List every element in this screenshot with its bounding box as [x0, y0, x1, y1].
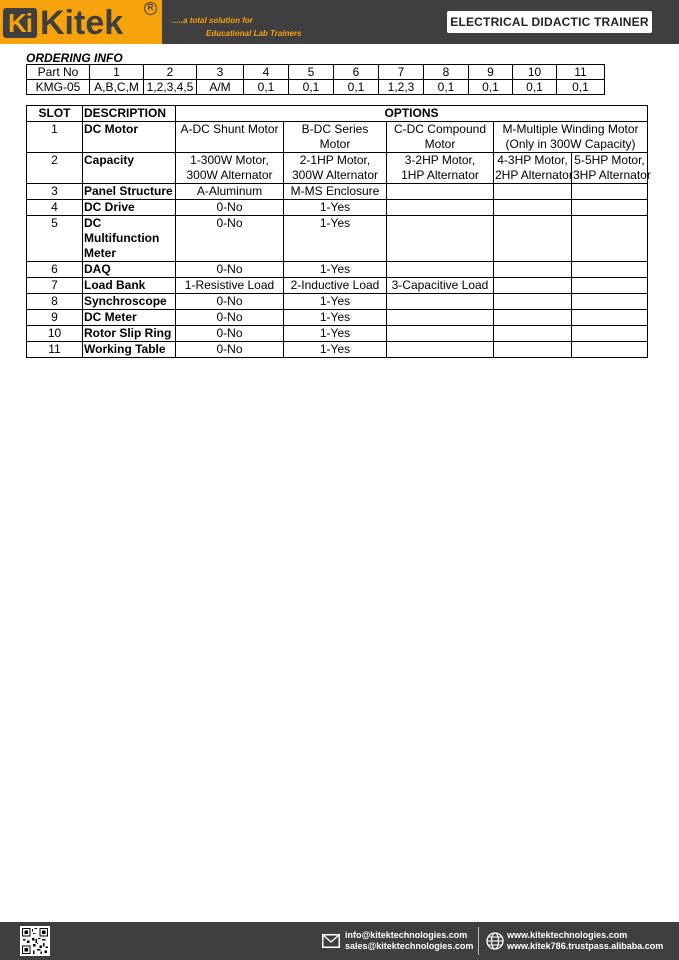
- slot-value: 0,1: [513, 80, 557, 95]
- option-cell: [494, 326, 572, 342]
- part-no-label: Part No: [27, 65, 90, 80]
- slot-cell: 6: [27, 262, 83, 278]
- option-cell: 3-Capacitive Load: [387, 278, 494, 294]
- registered-mark: R: [144, 2, 157, 15]
- option-line: 3-2HP Motor,: [404, 153, 476, 167]
- option-cell: [572, 200, 648, 216]
- slot-number: 2: [144, 65, 197, 80]
- option-cell: [572, 153, 651, 184]
- option-cell: [387, 200, 494, 216]
- slot-header: SLOT: [27, 106, 83, 122]
- option-cell: [494, 262, 572, 278]
- option-cell: 0-No: [176, 326, 284, 342]
- description-cell: Capacity: [83, 153, 176, 184]
- slot-cell: 10: [27, 326, 83, 342]
- option-cell: [387, 310, 494, 326]
- option-cell: 1-Yes: [284, 294, 387, 310]
- option-cell: B-DC Series Motor: [284, 122, 387, 153]
- table-row: [27, 310, 648, 326]
- option-line: 1-300W Motor,: [190, 153, 269, 167]
- option-line: 2-1HP Motor,: [299, 153, 371, 167]
- option-cell: [572, 326, 648, 342]
- table-row: [27, 200, 648, 216]
- slot-number: 6: [334, 65, 379, 80]
- option-cell: 2-Inductive Load: [284, 278, 387, 294]
- option-cell: [494, 342, 572, 358]
- option-cell: [494, 310, 572, 326]
- option-cell: [494, 153, 572, 184]
- description-line: DC Multifunction: [84, 216, 160, 245]
- envelope-icon: [322, 934, 340, 948]
- option-line: (Only in 300W Capacity): [505, 137, 636, 151]
- option-cell: [494, 200, 572, 216]
- option-cell: [572, 342, 648, 358]
- option-line: 5-5HP Motor,: [574, 153, 645, 167]
- slot-cell: 5: [27, 216, 83, 262]
- options-header-row: [27, 106, 648, 122]
- option-cell: 0-No: [176, 200, 284, 216]
- option-cell: [284, 153, 387, 184]
- option-cell: [494, 122, 648, 153]
- description-cell: [83, 216, 176, 262]
- option-cell: 1-Yes: [284, 310, 387, 326]
- table-row: [27, 278, 648, 294]
- description-line: Meter: [84, 246, 117, 260]
- model-code-row: [27, 80, 605, 95]
- option-cell: [494, 278, 572, 294]
- description-cell: Load Bank: [83, 278, 176, 294]
- slot-number: 11: [557, 65, 605, 80]
- slot-number: 1: [90, 65, 144, 80]
- alibaba-link[interactable]: www.kitek786.trustpass.alibaba.com: [507, 941, 664, 951]
- option-line: 3HP Alternator: [573, 168, 651, 182]
- model-number: KMG-05: [27, 80, 90, 95]
- option-cell: 1-Yes: [284, 262, 387, 278]
- option-cell: [572, 294, 648, 310]
- slot-value: A,B,C,M: [90, 80, 144, 95]
- part-number-row: [27, 65, 605, 80]
- slot-value: 1,2,3,4,5: [144, 80, 197, 95]
- option-line: 2HP Alternator: [495, 168, 573, 182]
- description-cell: Panel Structure: [83, 184, 176, 200]
- option-cell: 1-Yes: [284, 200, 387, 216]
- slot-value: A/M: [197, 80, 244, 95]
- table-row: [27, 342, 648, 358]
- option-cell: 0-No: [176, 216, 284, 262]
- options-header: OPTIONS: [176, 106, 648, 122]
- slot-value: 0,1: [334, 80, 379, 95]
- description-cell: Synchroscope: [83, 294, 176, 310]
- option-cell: 1-Yes: [284, 342, 387, 358]
- option-cell: 0-No: [176, 310, 284, 326]
- option-cell: 0-No: [176, 342, 284, 358]
- option-cell: [387, 326, 494, 342]
- table-row: [27, 184, 648, 200]
- option-cell: [572, 310, 648, 326]
- description-cell: DC Drive: [83, 200, 176, 216]
- logo[interactable]: [0, 0, 162, 44]
- option-cell: [572, 184, 648, 200]
- option-cell: [572, 262, 648, 278]
- tagline-line2: Educational Lab Trainers: [206, 29, 302, 38]
- option-cell: [176, 153, 284, 184]
- option-cell: [494, 216, 572, 262]
- email-link-sales[interactable]: sales@kitektechnologies.com: [345, 941, 474, 951]
- option-cell: [387, 184, 494, 200]
- slot-cell: 2: [27, 153, 83, 184]
- slot-cell: 4: [27, 200, 83, 216]
- option-cell: 0-No: [176, 262, 284, 278]
- option-cell: [494, 294, 572, 310]
- description-header: DESCRIPTION: [83, 106, 176, 122]
- option-cell: [387, 262, 494, 278]
- options-table: [26, 105, 651, 358]
- option-line: 4-3HP Motor,: [497, 153, 568, 167]
- table-row: [27, 122, 648, 153]
- option-cell: [494, 184, 572, 200]
- page-footer: [0, 922, 679, 960]
- document-title: ELECTRICAL DIDACTIC TRAINER: [447, 11, 652, 33]
- option-cell: [387, 122, 494, 153]
- option-cell: [387, 216, 494, 262]
- slot-number: 3: [197, 65, 244, 80]
- slot-cell: 1: [27, 122, 83, 153]
- table-row: [27, 326, 648, 342]
- option-cell: [572, 278, 648, 294]
- email-link-info[interactable]: info@kitektechnologies.com: [345, 930, 468, 940]
- website-link[interactable]: www.kitektechnologies.com: [507, 930, 628, 940]
- option-cell: [387, 294, 494, 310]
- slot-cell: 9: [27, 310, 83, 326]
- option-cell: A-Aluminum: [176, 184, 284, 200]
- table-row: [27, 294, 648, 310]
- footer-divider: [478, 927, 479, 955]
- description-cell: Rotor Slip Ring: [83, 326, 176, 342]
- option-line: 300W Alternator: [291, 168, 379, 182]
- option-cell: M-MS Enclosure: [284, 184, 387, 200]
- option-line: M-Multiple Winding Motor: [502, 122, 639, 136]
- slot-number: 7: [379, 65, 424, 80]
- option-cell: A-DC Shunt Motor: [176, 122, 284, 153]
- slot-cell: 8: [27, 294, 83, 310]
- qr-code-icon[interactable]: [20, 926, 50, 956]
- option-line: C-DC Compound: [393, 122, 487, 136]
- table-row: [27, 262, 648, 278]
- logo-mark: Ki: [3, 8, 37, 38]
- globe-icon: [486, 932, 504, 950]
- slot-number: 5: [289, 65, 334, 80]
- slot-number: 8: [424, 65, 469, 80]
- table-row: [27, 153, 648, 184]
- option-line: 1HP Alternator: [401, 168, 479, 182]
- slot-cell: 7: [27, 278, 83, 294]
- slot-number: 4: [244, 65, 289, 80]
- slot-cell: 3: [27, 184, 83, 200]
- table-row: [27, 216, 648, 262]
- slot-value: 1,2,3: [379, 80, 424, 95]
- ordering-info-table: [26, 64, 605, 95]
- option-cell: [387, 342, 494, 358]
- page-header: [0, 0, 679, 44]
- description-cell: DAQ: [83, 262, 176, 278]
- slot-number: 9: [469, 65, 513, 80]
- option-line: Motor: [424, 137, 456, 151]
- description-cell: Working Table: [83, 342, 176, 358]
- logo-wordmark: Kitek: [40, 4, 124, 42]
- ordering-info-title: ORDERING INFO: [26, 51, 123, 65]
- slot-value: 0,1: [557, 80, 605, 95]
- option-cell: 1-Yes: [284, 326, 387, 342]
- option-cell: 1-Resistive Load: [176, 278, 284, 294]
- slot-value: 0,1: [469, 80, 513, 95]
- slot-value: 0,1: [244, 80, 289, 95]
- slot-value: 0,1: [289, 80, 334, 95]
- option-cell: 0-No: [176, 294, 284, 310]
- option-cell: [572, 216, 648, 262]
- option-line: 300W Alternator: [186, 168, 273, 182]
- slot-cell: 11: [27, 342, 83, 358]
- option-cell: [387, 153, 494, 184]
- description-cell: DC Motor: [83, 122, 176, 153]
- tagline-line1: .....a total solution for: [172, 16, 253, 25]
- slot-number: 10: [513, 65, 557, 80]
- option-cell: 1-Yes: [284, 216, 387, 262]
- slot-value: 0,1: [424, 80, 469, 95]
- description-cell: DC Meter: [83, 310, 176, 326]
